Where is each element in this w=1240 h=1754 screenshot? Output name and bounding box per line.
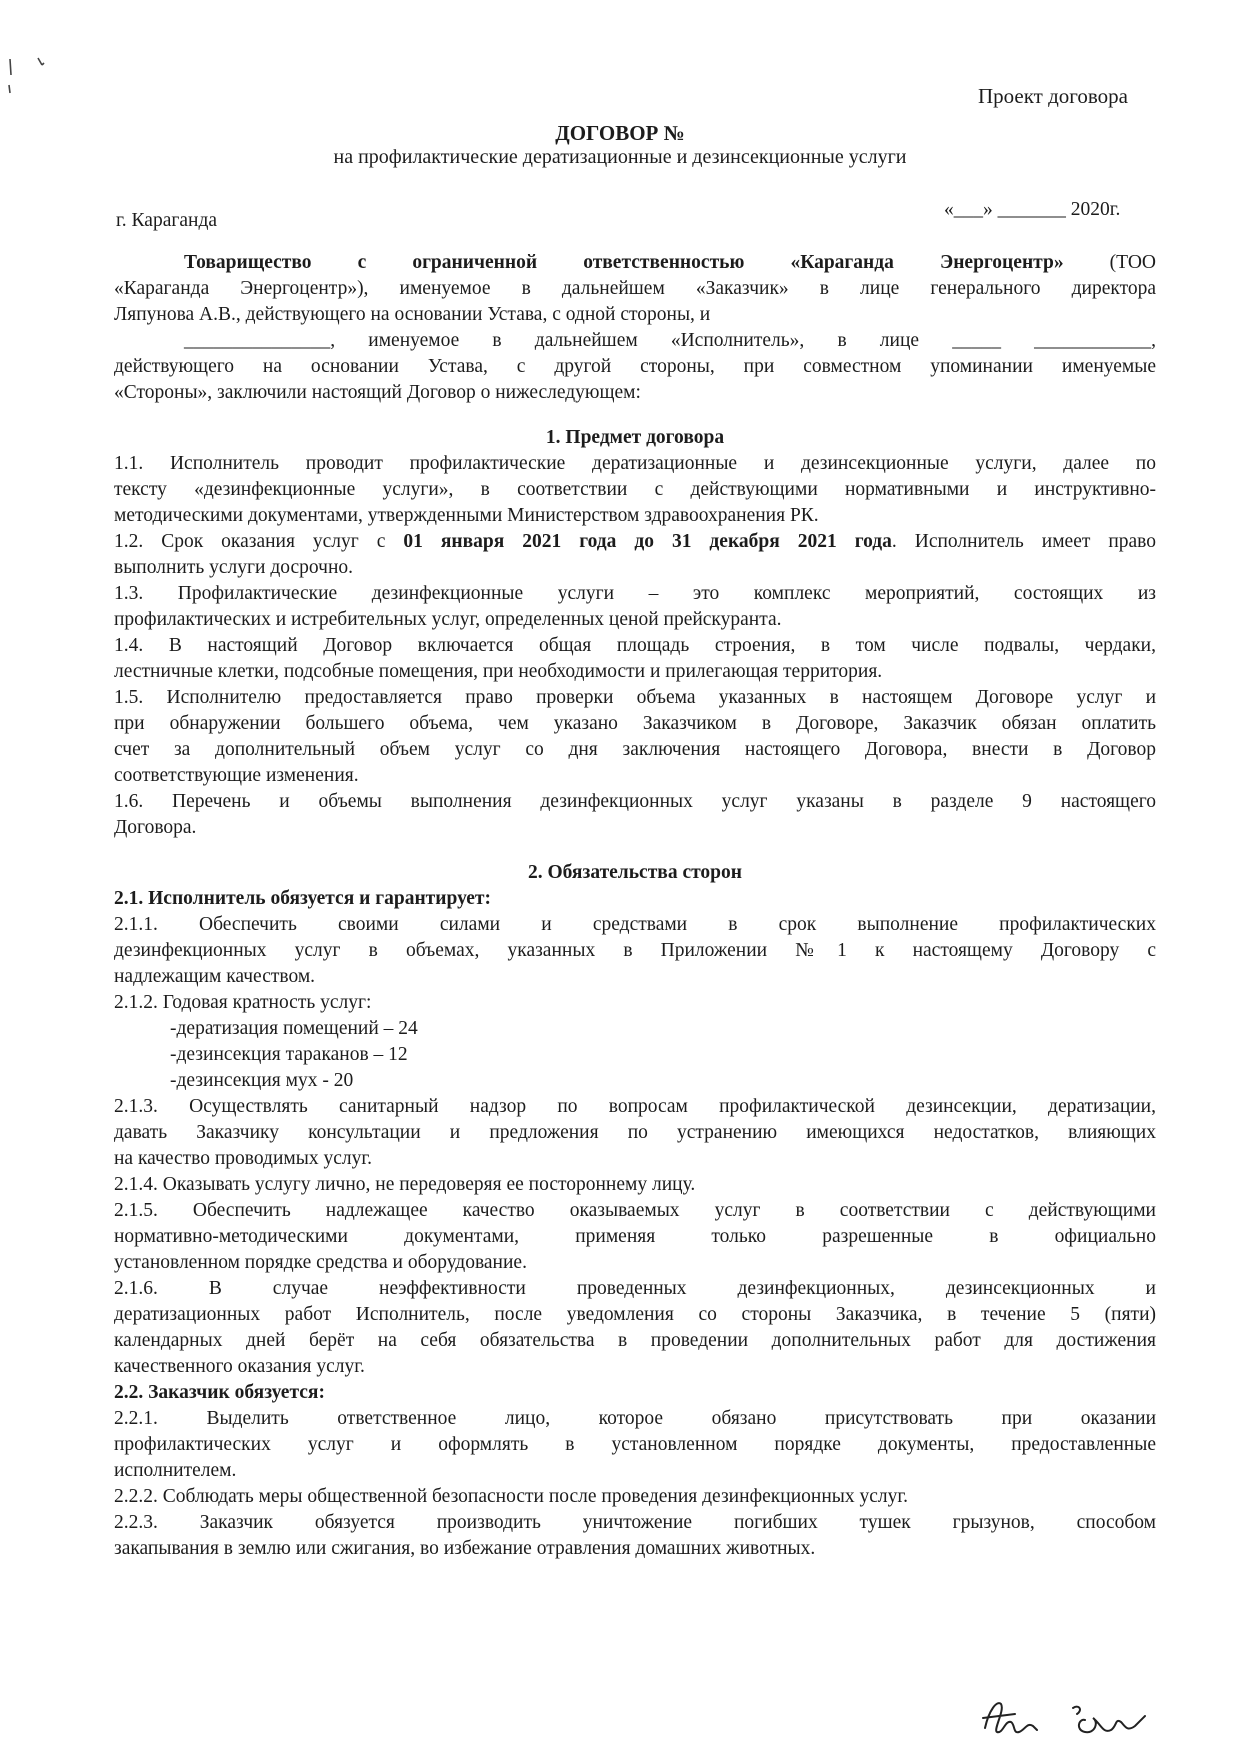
clause-line: качественного оказания услуг. xyxy=(114,1356,365,1377)
clause-line: 2.1.6. В случае неэффективности проведенных дезинфекционных, дезинсекционных и xyxy=(114,1278,1156,1299)
clause-line: 1.6. Перечень и объемы выполнения дезинфекционных услуг указаны в разделе 9 настоящего xyxy=(114,791,1156,812)
clause-line: 1.1. Исполнитель проводит профилактические дератизационные и дезинсекционные услуги, далее по xyxy=(114,453,1156,474)
clause-line: счет за дополнительный объем услуг со дня заключения настоящего Договора, внести в Договор xyxy=(114,739,1156,760)
list-item: -дератизация помещений – 24 xyxy=(170,1018,418,1039)
preamble-line: «Стороны», заключили настоящий Договор о нижеследующем: xyxy=(114,382,641,403)
preamble-line: Ляпунова А.В., действующего на основании Устава, с одной стороны, и xyxy=(114,304,711,325)
clause-line: 2.2.3. Заказчик обязуется производить уничтожение погибших тушек грызунов, способом xyxy=(114,1512,1156,1533)
contract-subtitle: на профилактические дератизационные и дезинсекционные услуги xyxy=(333,146,907,168)
handwritten-signature xyxy=(975,1690,1155,1745)
clause-line: 1.3. Профилактические дезинфекционные услуги – это комплекс мероприятий, состоящих из xyxy=(114,583,1156,604)
clause-line: Договора. xyxy=(114,817,197,838)
clause-line: дезинфекционных услуг в объемах, указанных в Приложении №1 к настоящему Договору с xyxy=(114,940,1156,961)
clause-line: 2.2.2. Соблюдать меры общественной безопасности после проведения дезинфекционных услуг. xyxy=(114,1486,909,1507)
preamble-line: _______________, именуемое в дальнейшем «Исполнитель», в лице _____ ____________, xyxy=(184,330,1156,351)
clause-line: давать Заказчику консультации и предложения по устранению имеющихся недостатков, влияющих xyxy=(114,1122,1156,1143)
section-2-heading: 2. Обязательства сторон xyxy=(528,862,742,883)
clause-line: 2.1.3. Осуществлять санитарный надзор по вопросам профилактической дезинсекции, дератизации, xyxy=(114,1096,1156,1117)
clause-line: календарных дней берёт на себя обязательства в проведении дополнительных работ для достижения xyxy=(114,1330,1156,1351)
clause-line: 2.2.1. Выделить ответственное лицо, которое обязано присутствовать при оказании xyxy=(114,1408,1156,1429)
preamble-line: «Караганда Энергоцентр»), именуемое в дальнейшем «Заказчик» в лице генерального директора xyxy=(114,278,1156,299)
clause-line: дератизационных работ Исполнитель, после уведомления со стороны Заказчика, в течение 5 (пяти) xyxy=(114,1304,1156,1325)
clause-line: методическими документами, утвержденными Министерством здравоохранения РК. xyxy=(114,505,819,526)
clause-line: выполнить услуги досрочно. xyxy=(114,557,353,578)
clause-line: 1.2. Срок оказания услуг с 01 января 2021 года до 31 декабря 2021 года. Исполнитель имеет право xyxy=(114,531,1156,552)
clause-line: 1.4. В настоящий Договор включается общая площадь строения, в том числе подвалы, чердаки, xyxy=(114,635,1156,656)
section-1-heading: 1. Предмет договора xyxy=(545,427,725,448)
clause-line: установленном порядке средства и оборудование. xyxy=(114,1252,527,1273)
preamble-line: действующего на основании Устава, с другой стороны, при совместном упоминании именуемые xyxy=(114,356,1156,377)
clause-line: тексту «дезинфекционные услуги», в соответствии с действующими нормативными и инструктивно- xyxy=(114,479,1156,500)
clause-line: нормативно-методическими документами, применяя только разрешенные в официально xyxy=(114,1226,1156,1247)
list-item: -дезинсекция тараканов – 12 xyxy=(170,1044,408,1065)
clause-line: лестничные клетки, подсобные помещения, при необходимости и прилегающая территория. xyxy=(114,661,883,682)
clause-line: при обнаружении большего объема, чем указано Заказчиком в Договоре, Заказчик обязан оплатить xyxy=(114,713,1156,734)
draft-label: Проект договора xyxy=(978,84,1128,108)
subsection-heading: 2.1. Исполнитель обязуется и гарантирует: xyxy=(114,888,491,909)
clause-line: 2.1.4. Оказывать услугу лично, не передоверяя ее постороннему лицу. xyxy=(114,1174,696,1195)
clause-line: на качество проводимых услуг. xyxy=(114,1148,373,1169)
contract-body xyxy=(114,250,1156,1562)
clause-line: профилактических услуг и оформлять в установленном порядке документы, предоставленные xyxy=(114,1434,1156,1455)
scan-margin-marks xyxy=(4,55,48,115)
contract-date: «___» _______ 2020г. xyxy=(944,199,1121,220)
clause-line: 2.1.1. Обеспечить своими силами и средствами в срок выполнение профилактических xyxy=(114,914,1156,935)
contract-city: г. Караганда xyxy=(116,210,218,231)
clause-line: соответствующие изменения. xyxy=(114,765,359,786)
clause-line: профилактических и истребительных услуг, определенных ценой прейскуранта. xyxy=(114,609,782,630)
clause-line: 1.5. Исполнителю предоставляется право проверки объема указанных в настоящем Договоре услуг и xyxy=(114,687,1156,708)
clause-line: надлежащим качеством. xyxy=(114,966,316,987)
contract-title: ДОГОВОР № xyxy=(555,121,685,145)
clause-line: закапывания в землю или сжигания, во избежание отравления домашних животных. xyxy=(114,1538,816,1559)
clause-line: исполнителем. xyxy=(114,1460,237,1481)
preamble-line: Товарищество с ограниченной ответственностью «Караганда Энергоцентр» (ТОО xyxy=(184,252,1156,273)
clause-line: 2.1.2. Годовая кратность услуг: xyxy=(114,992,372,1013)
list-item: -дезинсекция мух - 20 xyxy=(170,1070,354,1091)
clause-line: 2.1.5. Обеспечить надлежащее качество оказываемых услуг в соответствии с действующими xyxy=(114,1200,1156,1221)
subsection-heading: 2.2. Заказчик обязуется: xyxy=(114,1382,325,1403)
